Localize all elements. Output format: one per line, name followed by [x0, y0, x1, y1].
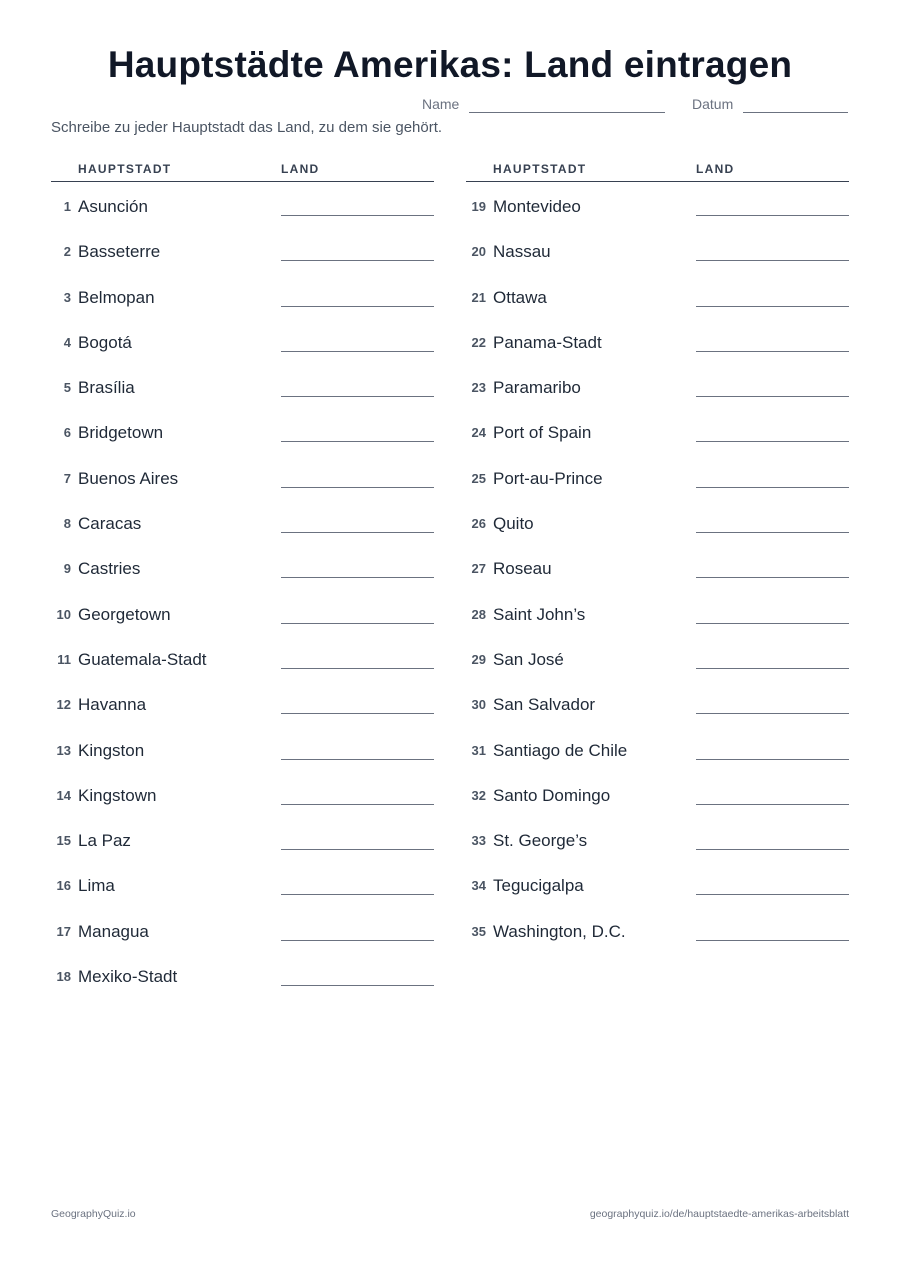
country-answer-field[interactable] — [696, 260, 849, 261]
item-number: 12 — [56, 697, 71, 713]
item-number: 29 — [471, 651, 486, 667]
list-item — [466, 771, 849, 816]
capital-name: Bridgetown — [78, 423, 164, 443]
footer-brand: GeographyQuiz.io — [51, 1208, 136, 1220]
item-number: 7 — [63, 470, 71, 486]
country-answer-field[interactable] — [281, 577, 434, 578]
capital-name: Guatemala-Stadt — [78, 649, 207, 669]
country-answer-field[interactable] — [281, 804, 434, 805]
capital-name: Brasília — [78, 378, 135, 398]
capital-name: San José — [493, 649, 564, 669]
item-number: 9 — [63, 561, 71, 577]
list-item — [51, 454, 434, 499]
country-answer-field[interactable] — [696, 306, 849, 307]
country-answer-field[interactable] — [696, 487, 849, 488]
item-number: 26 — [471, 516, 486, 532]
country-answer-field[interactable] — [281, 623, 434, 624]
capital-name: Managua — [78, 921, 149, 941]
list-item — [466, 816, 849, 861]
date-field[interactable] — [743, 112, 848, 113]
capital-name: Buenos Aires — [78, 468, 179, 488]
capital-name: Ottawa — [493, 287, 547, 307]
capital-name: Bogotá — [78, 332, 132, 352]
country-answer-field[interactable] — [281, 668, 434, 669]
list-item — [466, 499, 849, 544]
capital-name: Kingstown — [78, 785, 157, 805]
capital-name: Georgetown — [78, 604, 171, 624]
item-number: 20 — [471, 244, 486, 260]
item-number: 8 — [63, 516, 71, 532]
list-item — [466, 227, 849, 272]
country-answer-field[interactable] — [281, 487, 434, 488]
date-label: Datum — [692, 96, 734, 112]
left-column — [51, 160, 434, 997]
capital-name: Washington, D.C. — [493, 921, 626, 941]
item-number: 28 — [471, 606, 486, 622]
country-answer-field[interactable] — [281, 985, 434, 986]
list-item — [51, 816, 434, 861]
list-item — [466, 273, 849, 318]
list-item — [51, 861, 434, 906]
item-number: 4 — [63, 334, 71, 350]
list-item — [51, 182, 434, 227]
capital-name: St. George’s — [493, 831, 588, 851]
country-answer-field[interactable] — [281, 532, 434, 533]
list-item — [51, 273, 434, 318]
list-item — [51, 680, 434, 725]
item-number: 21 — [471, 289, 486, 305]
capital-name: Santiago de Chile — [493, 740, 628, 760]
list-item — [466, 590, 849, 635]
instruction-text: Schreibe zu jeder Hauptstadt das Land, zu dem sie gehört. — [51, 119, 443, 136]
country-answer-field[interactable] — [696, 532, 849, 533]
list-item — [51, 544, 434, 589]
country-answer-field[interactable] — [696, 577, 849, 578]
capital-name: Lima — [78, 876, 115, 896]
list-item — [51, 726, 434, 771]
capital-name: Roseau — [493, 559, 552, 579]
list-item — [466, 907, 849, 952]
capital-name: Quito — [493, 514, 534, 534]
country-answer-field[interactable] — [696, 940, 849, 941]
list-item — [51, 952, 434, 997]
list-item — [466, 680, 849, 725]
item-number: 3 — [63, 289, 71, 305]
capital-name: Port-au-Prince — [493, 468, 603, 488]
name-label: Name — [422, 96, 460, 112]
list-item — [466, 363, 849, 408]
name-field[interactable] — [469, 112, 665, 113]
country-answer-field[interactable] — [281, 396, 434, 397]
city-column-header: HAUPTSTADT — [493, 162, 587, 176]
country-answer-field[interactable] — [696, 759, 849, 760]
page-title: Hauptstädte Amerikas: Land eintragen — [107, 44, 793, 85]
footer-url: geographyquiz.io/de/hauptstaedte-amerikas-arbeitsblatt — [589, 1208, 849, 1220]
item-number: 17 — [56, 923, 71, 939]
capital-name: Basseterre — [78, 242, 161, 262]
item-number: 30 — [471, 697, 486, 713]
country-answer-field[interactable] — [281, 306, 434, 307]
column-header — [466, 160, 849, 182]
capital-name: Mexiko-Stadt — [78, 967, 178, 987]
list-item — [51, 499, 434, 544]
capital-name: Nassau — [493, 242, 551, 262]
capital-name: Belmopan — [78, 287, 155, 307]
item-number: 31 — [471, 742, 486, 758]
country-answer-field[interactable] — [696, 894, 849, 895]
item-number: 35 — [471, 923, 486, 939]
item-number: 15 — [56, 833, 71, 849]
item-number: 22 — [471, 334, 486, 350]
list-item — [51, 227, 434, 272]
country-answer-field[interactable] — [696, 849, 849, 850]
country-answer-field[interactable] — [696, 215, 849, 216]
list-item — [466, 544, 849, 589]
capital-name: Asunción — [78, 197, 148, 216]
item-number: 33 — [471, 833, 486, 849]
right-column — [466, 160, 849, 952]
item-number: 16 — [56, 878, 71, 894]
list-item — [466, 635, 849, 680]
list-item — [51, 907, 434, 952]
capital-name: Tegucigalpa — [493, 876, 584, 896]
list-item — [466, 318, 849, 363]
capital-name: Havanna — [78, 695, 147, 715]
list-item — [51, 635, 434, 680]
capital-name: San Salvador — [493, 695, 596, 715]
city-column-header: HAUPTSTADT — [78, 162, 172, 176]
capital-name: Caracas — [78, 514, 142, 534]
item-number: 32 — [471, 787, 486, 803]
country-answer-field[interactable] — [281, 849, 434, 850]
list-item — [466, 182, 849, 227]
capital-name: Saint John’s — [493, 604, 586, 624]
country-column-header: LAND — [281, 162, 320, 176]
country-answer-field[interactable] — [281, 441, 434, 442]
capital-name: Montevideo — [493, 197, 581, 216]
item-number: 25 — [471, 470, 486, 486]
country-answer-field[interactable] — [696, 396, 849, 397]
country-answer-field[interactable] — [281, 215, 434, 216]
item-number: 34 — [471, 878, 486, 894]
country-answer-field[interactable] — [281, 260, 434, 261]
country-answer-field[interactable] — [696, 623, 849, 624]
country-answer-field[interactable] — [281, 351, 434, 352]
item-number: 27 — [471, 561, 486, 577]
list-item — [51, 408, 434, 453]
capital-name: Paramaribo — [493, 378, 581, 398]
capital-name: Panama-Stadt — [493, 332, 602, 352]
item-number: 19 — [471, 199, 486, 214]
list-item — [466, 726, 849, 771]
item-number: 5 — [63, 380, 71, 396]
capital-name: Santo Domingo — [493, 785, 611, 805]
capital-name: La Paz — [78, 831, 131, 851]
country-answer-field[interactable] — [696, 668, 849, 669]
item-number: 1 — [63, 199, 71, 214]
list-item — [51, 363, 434, 408]
country-answer-field[interactable] — [696, 351, 849, 352]
list-item — [466, 454, 849, 499]
list-item — [51, 590, 434, 635]
capital-name: Kingston — [78, 740, 145, 760]
country-answer-field[interactable] — [281, 759, 434, 760]
item-number: 10 — [56, 606, 71, 622]
item-number: 23 — [471, 380, 486, 396]
list-item — [466, 408, 849, 453]
item-number: 11 — [57, 651, 71, 667]
country-answer-field[interactable] — [281, 940, 434, 941]
column-header — [51, 160, 434, 182]
item-number: 24 — [471, 425, 486, 441]
list-item — [51, 318, 434, 363]
country-answer-field[interactable] — [696, 713, 849, 714]
list-item — [466, 861, 849, 906]
country-answer-field[interactable] — [281, 713, 434, 714]
country-answer-field[interactable] — [281, 894, 434, 895]
country-column-header: LAND — [696, 162, 735, 176]
item-number: 18 — [56, 969, 71, 985]
item-number: 6 — [63, 425, 71, 441]
capital-name: Castries — [78, 559, 141, 579]
capital-name: Port of Spain — [493, 423, 592, 443]
list-item — [51, 771, 434, 816]
item-number: 13 — [56, 742, 71, 758]
country-answer-field[interactable] — [696, 441, 849, 442]
country-answer-field[interactable] — [696, 804, 849, 805]
item-number: 2 — [63, 244, 71, 260]
item-number: 14 — [56, 787, 71, 803]
